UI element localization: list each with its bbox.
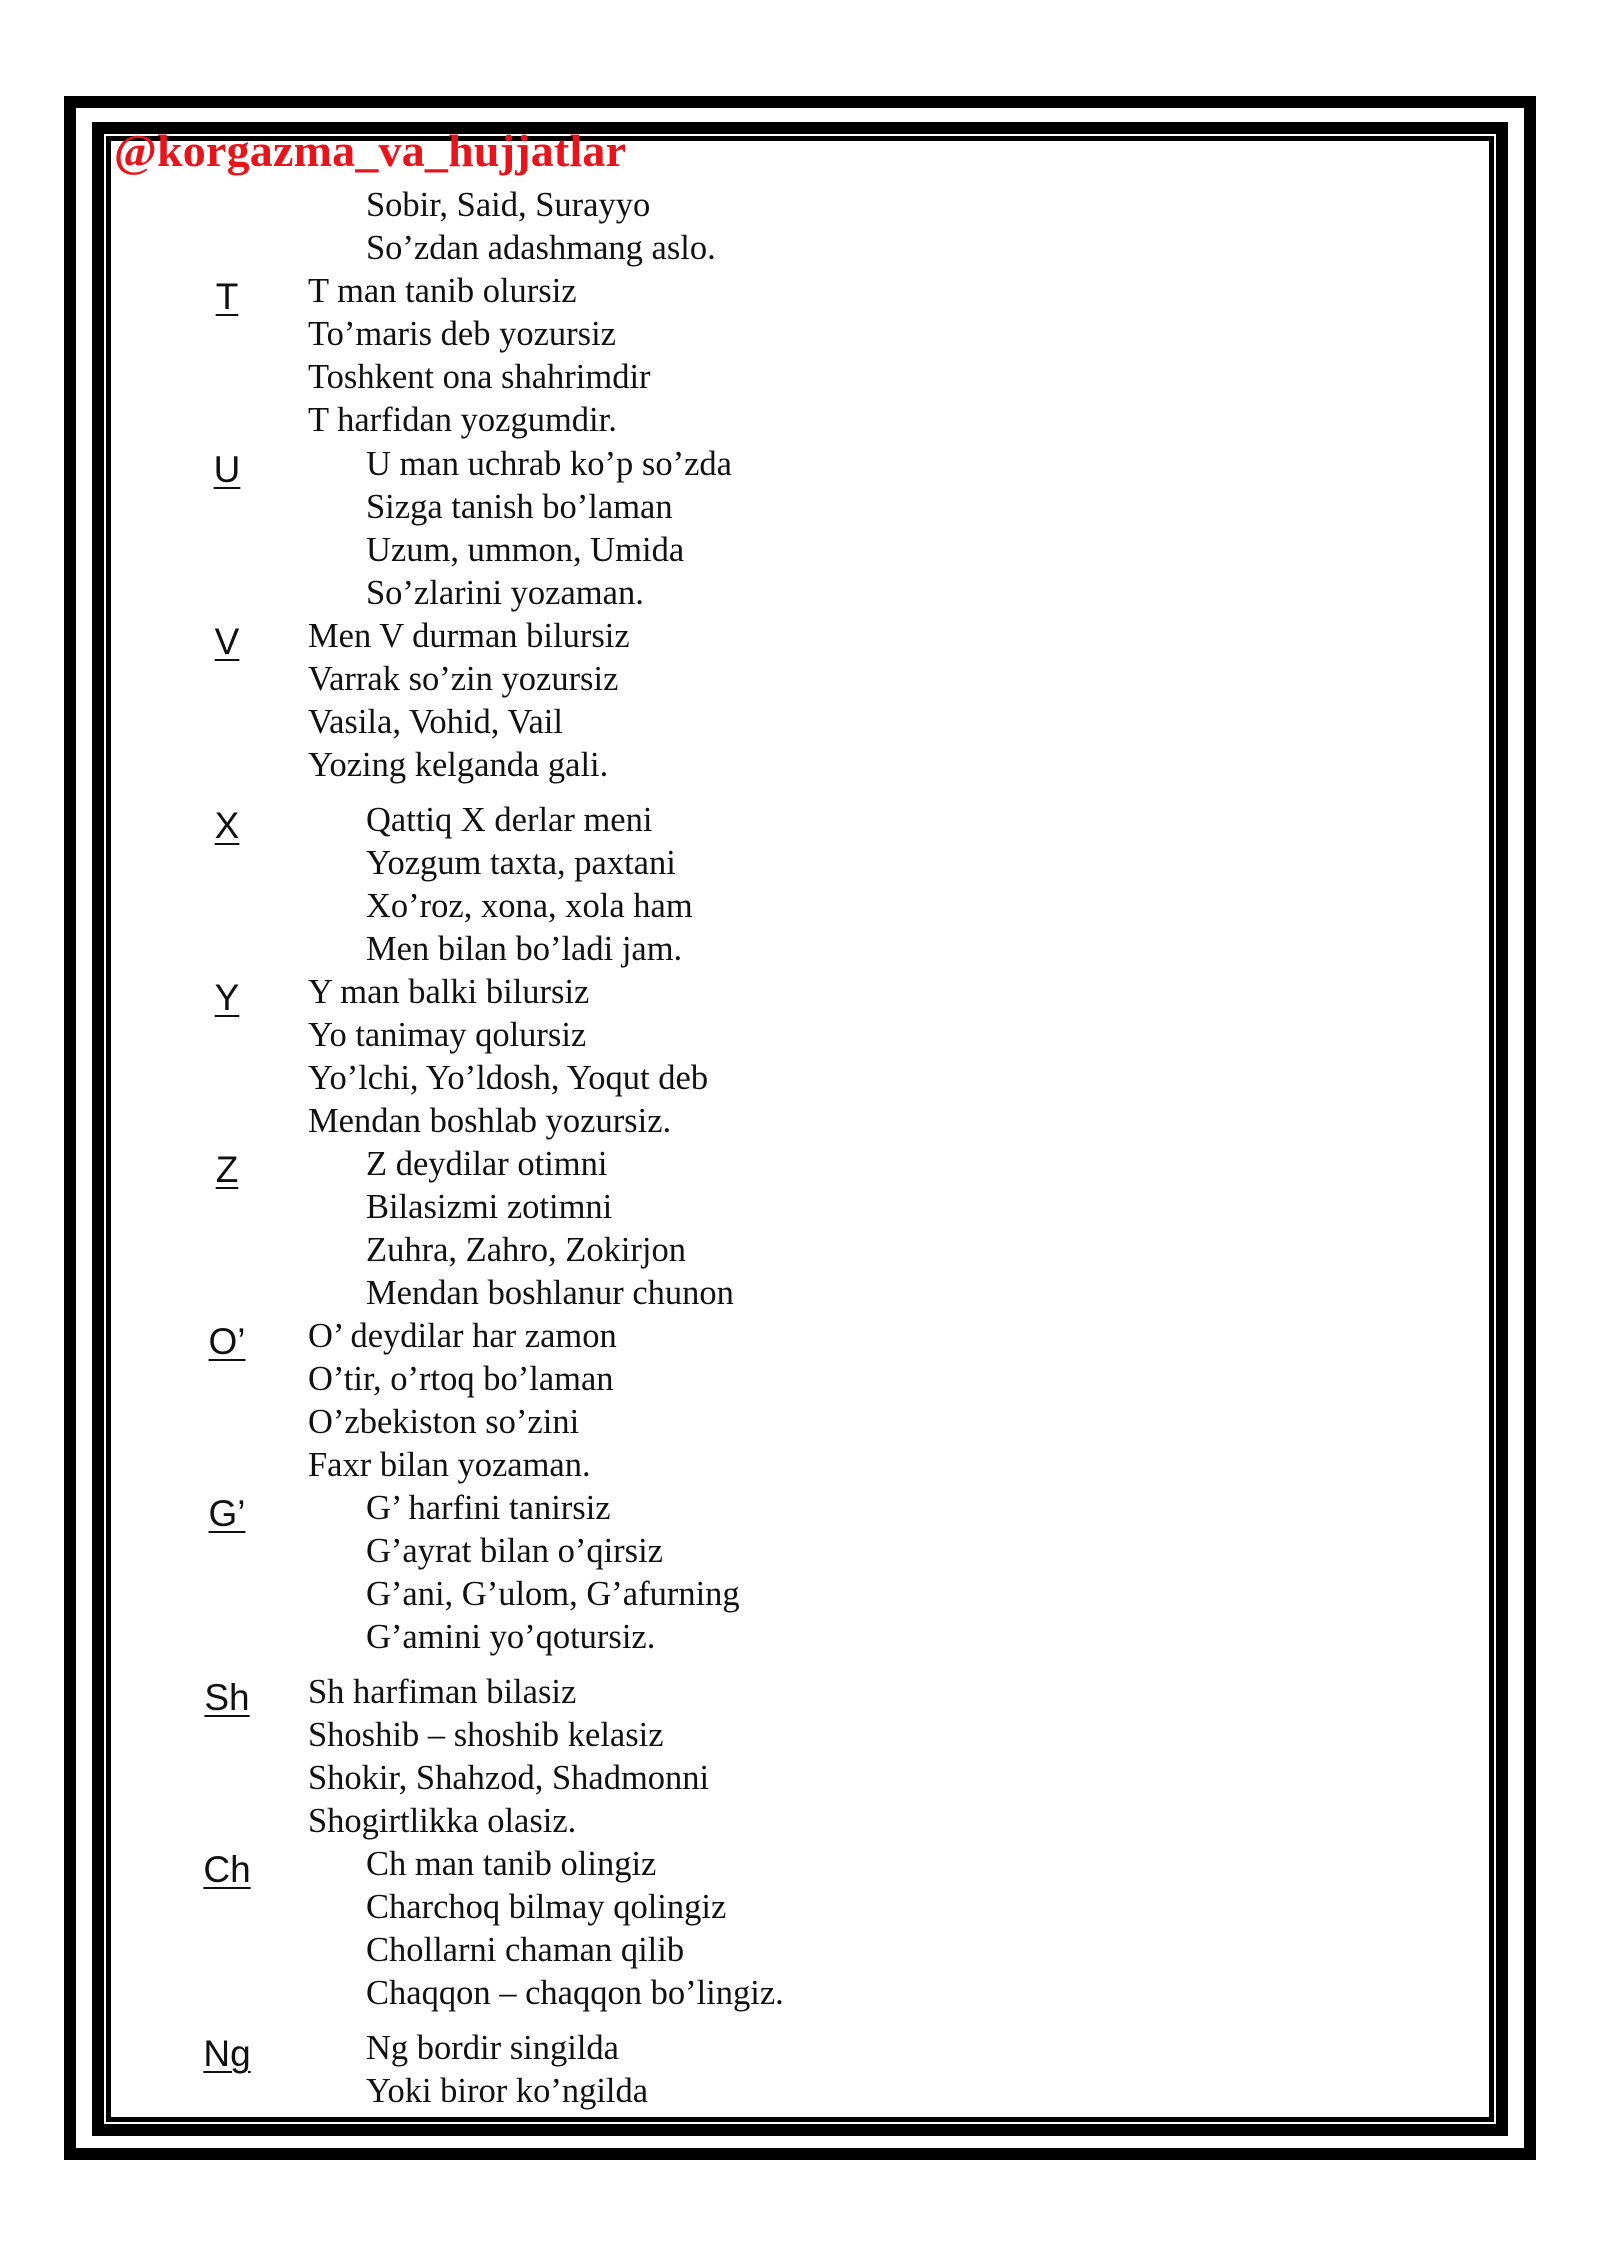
stanza-line: Mendan boshlanur chunon — [366, 1274, 734, 1312]
channel-watermark: @korgazma_va_hujjatlar — [114, 125, 627, 176]
stanza-line: Yozing kelganda gali. — [308, 746, 609, 784]
stanza-line: Yozgum taxta, paxtani — [366, 844, 676, 882]
intro-line: So’zdan adashmang aslo. — [366, 229, 716, 267]
stanza-line: Men bilan bo’ladi jam. — [366, 930, 683, 968]
stanza-letter: Z — [215, 1149, 239, 1190]
stanza-letter: O’ — [208, 1321, 246, 1362]
stanza-line: Zuhra, Zahro, Zokirjon — [366, 1231, 686, 1269]
stanza-line: Bilasizmi zotimni — [366, 1188, 613, 1226]
stanza-line: Y man balki bilursiz — [308, 973, 590, 1011]
stanza-line: Yo’lchi, Yo’ldosh, Yoqut deb — [308, 1059, 709, 1097]
stanza-letter: T — [215, 276, 239, 317]
stanza-line: Ng bordir singilda — [366, 2029, 619, 2067]
stanza-letter: Sh — [204, 1677, 250, 1718]
stanza-line: O’zbekiston so’zini — [308, 1403, 580, 1441]
stanza-line: Toshkent ona shahrimdir — [308, 358, 651, 396]
stanza-letter: X — [214, 805, 240, 846]
stanza-line: Uzum, ummon, Umida — [366, 531, 685, 569]
stanza-line: Shoshib – shoshib kelasiz — [308, 1716, 664, 1754]
stanza-line: Yo tanimay qolursiz — [308, 1016, 587, 1054]
stanza-line: U man uchrab ko’p so’zda — [366, 445, 732, 483]
intro-line: Sobir, Said, Surayyo — [366, 186, 651, 224]
stanza-line: T man tanib olursiz — [308, 272, 577, 310]
stanza-letter: V — [214, 621, 240, 662]
stanza-line: Sh harfiman bilasiz — [308, 1673, 577, 1711]
stanza-line: O’tir, o’rtoq bo’laman — [308, 1360, 614, 1398]
stanza-letter: Y — [214, 977, 240, 1018]
stanza-line: Faxr bilan yozaman. — [308, 1446, 591, 1484]
stanza-letter: Ng — [203, 2033, 251, 2074]
stanza-letter: Ch — [203, 1849, 251, 1890]
stanza-line: To’maris deb yozursiz — [308, 315, 616, 353]
stanza-line: G’ani, G’ulom, G’afurning — [366, 1575, 740, 1613]
stanza-line: Men V durman bilursiz — [308, 617, 630, 655]
stanza-line: G’ayrat bilan o’qirsiz — [366, 1532, 663, 1570]
stanza-line: G’ harfini tanirsiz — [366, 1489, 611, 1527]
stanza-line: Shokir, Shahzod, Shadmonni — [308, 1759, 710, 1797]
stanza-line: O’ deydilar har zamon — [308, 1317, 617, 1355]
stanza-line: Vasila, Vohid, Vail — [308, 703, 563, 741]
stanza-line: Mendan boshlab yozursiz. — [308, 1102, 672, 1140]
stanza-letter: G’ — [208, 1493, 246, 1534]
stanza-line: T harfidan yozgumdir. — [308, 401, 617, 439]
stanza-line: So’zlarini yozaman. — [366, 574, 644, 612]
stanza-letter: U — [213, 449, 241, 490]
stanza-line: Sizga tanish bo’laman — [366, 488, 673, 526]
stanza-line: Ch man tanib olingiz — [366, 1845, 657, 1883]
stanza-line: Yoki biror ko’ngilda — [366, 2072, 649, 2110]
stanza-line: Charchoq bilmay qolingiz — [366, 1888, 727, 1926]
stanza-line: Xo’roz, xona, xola ham — [366, 887, 693, 925]
stanza-line: Chaqqon – chaqqon bo’lingiz. — [366, 1974, 784, 2012]
stanza-line: Varrak so’zin yozursiz — [308, 660, 619, 698]
stanza-line: G’amini yo’qotursiz. — [366, 1618, 656, 1656]
stanza-line: Qattiq X derlar meni — [366, 801, 653, 839]
stanza-line: Shogirtlikka olasiz. — [308, 1802, 577, 1840]
stanza-line: Chollarni chaman qilib — [366, 1931, 685, 1969]
stanza-line: Z deydilar otimni — [366, 1145, 608, 1183]
